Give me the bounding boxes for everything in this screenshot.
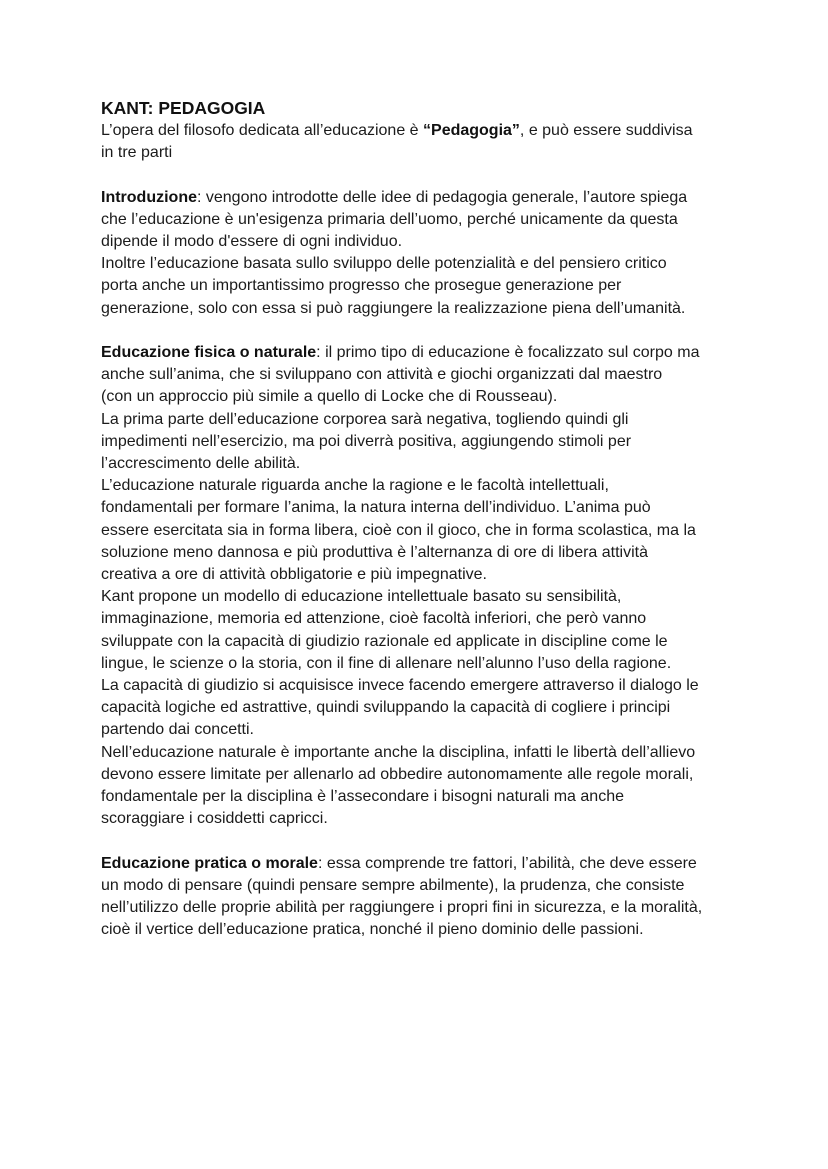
section-line: nell’utilizzo delle proprie abilità per raggiungere i propri fini in sicurezza, e la moralità, [101,899,703,917]
section-line: generazione, solo con essa si può raggiungere la realizzazione piena dell’umanità. [101,299,686,317]
section-line: dipende il modo d'essere di ogni individuo. [101,233,403,250]
section-educazione-fisica [101,342,791,830]
section-heading: Introduzione [101,188,197,206]
intro-line [101,120,791,142]
section-line: soluzione meno dannosa e più produttiva è l’alternanza di ore di libera attività [101,543,649,561]
section-line [101,187,791,209]
section-line: creativa a ore di attività obbligatorie e più impegnative. [101,566,487,584]
intro-text: L’opera del filosofo dedicata all’educazione è [101,122,424,139]
section-text: : essa comprende tre fattori, l’abilità, che deve essere [317,854,697,872]
section-line: essere esercitata sia in forma libera, cioè con il gioco, che in forma scolastica, ma la [101,521,696,539]
section-heading: Educazione pratica o morale [101,854,318,872]
section-line: anche sull’anima, che si sviluppano con attività e giochi organizzati dal maestro [101,366,663,384]
section-line: Nell’educazione naturale è importante anche la disciplina, infatti le libertà dell’allievo [101,743,696,761]
section-line: impedimenti nell’esercizio, ma poi diverrà positiva, aggiungendo stimoli per [101,432,632,450]
page-title: KANT: PEDAGOGIA [101,98,266,118]
section-line: scoraggiare i cosiddetti capricci. [101,810,328,828]
section-educazione-pratica [101,853,791,942]
section-line: fondamentale per la disciplina è l’assecondare i bisogni naturali ma anche [101,788,624,806]
section-heading: Educazione fisica o naturale [101,344,317,361]
section-line: che l’educazione è un'esigenza primaria dell’uomo, perché unicamente da questa [101,210,678,228]
section-line [101,853,791,875]
section-line: devono essere limitate per allenarlo ad obbedire autonomamente alle regole morali, [101,765,694,783]
section-line: (con un approccio più simile a quello di Locke che di Rousseau). [101,388,558,406]
paragraph-gap [101,830,791,852]
document-page [101,97,791,941]
section-line: Kant propone un modello di educazione intellettuale basato su sensibilità, [101,588,622,606]
section-line: L’educazione naturale riguarda anche la ragione e le facoltà intellettuali, [101,477,609,495]
section-line [101,342,791,364]
section-line: La capacità di giudizio si acquisisce invece facendo emergere attraverso il dialogo le [101,677,699,695]
paragraph-gap [101,164,791,186]
section-line: lingue, le scienze o la storia, con il fine di allenare nell’alunno l’uso della ragione. [101,654,672,672]
intro-text: , e può essere suddivisa [519,122,693,139]
section-introduzione [101,187,791,320]
intro-paragraph [101,120,791,164]
section-line: l’accrescimento delle abilità. [101,455,301,473]
paragraph-gap [101,320,791,342]
section-line: La prima parte dell’educazione corporea sarà negativa, togliendo quindi gli [101,410,629,428]
section-line: fondamentali per formare l’anima, la natura interna dell’individuo. L’anima può [101,499,651,517]
section-line: capacità logiche ed astrattive, quindi sviluppando la capacità di cogliere i principi [101,699,671,717]
work-title: “Pedagogia” [423,122,520,139]
section-line: Inoltre l’educazione basata sullo sviluppo delle potenzialità e del pensiero critico [101,255,667,273]
section-line: porta anche un importantissimo progresso che prosegue generazione per [101,277,622,295]
section-line: sviluppate con la capacità di giudizio razionale ed applicate in discipline come le [101,632,668,650]
section-line: partendo dai concetti. [101,721,254,739]
section-line: immaginazione, memoria ed attenzione, cioè facoltà inferiori, che però vanno [101,610,647,628]
section-text: : vengono introdotte delle idee di pedagogia generale, l’autore spiega [196,188,688,206]
section-line: un modo di pensare (quindi pensare sempre abilmente), la prudenza, che consiste [101,876,685,894]
intro-line: in tre parti [101,144,173,162]
section-text: : il primo tipo di educazione è focalizzato sul corpo ma [316,344,700,361]
section-line: cioè il vertice dell’educazione pratica, nonché il pieno dominio delle passioni. [101,921,644,939]
